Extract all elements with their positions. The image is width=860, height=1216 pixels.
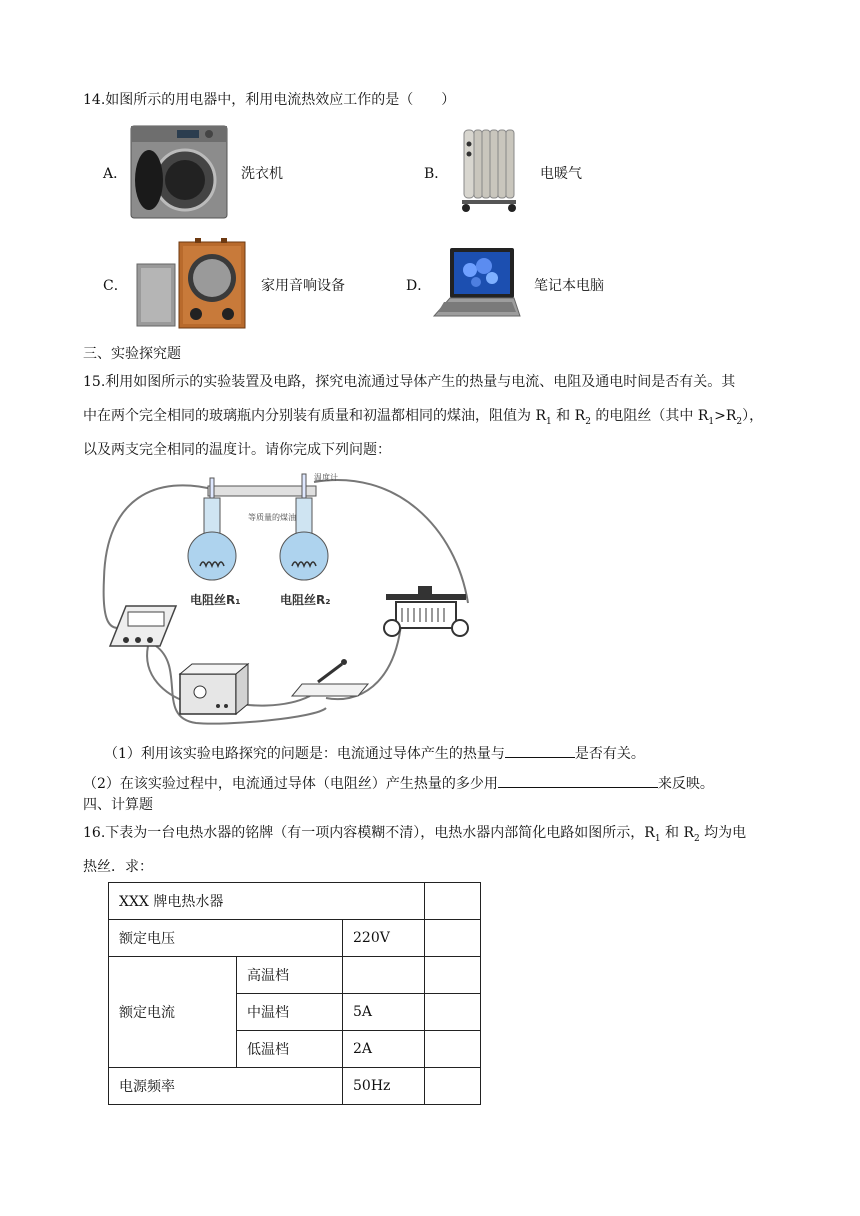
washing-machine-icon: [127, 124, 231, 220]
option-b-label: 电暖气: [540, 166, 582, 182]
rated-voltage-value: 220V: [343, 920, 425, 957]
section-4-heading: 四、计算题: [83, 797, 153, 813]
table-cell-empty: [425, 920, 481, 957]
section-3-heading: 三、实验探究题: [83, 346, 181, 362]
q15-line2: 中在两个完全相同的玻璃瓶内分别装有质量和初温都相同的煤油，阻值为 $R_1$ 和 $R_2$ 的电阻丝（其中 $R_1>R_2$），: [83, 408, 764, 427]
option-b-letter: B．: [424, 166, 449, 182]
level-high-value: [343, 957, 425, 994]
option-c-letter: C．: [103, 278, 128, 294]
q15-line3: 以及两支完全相同的温度计。请你完成下列问题：: [83, 442, 391, 458]
level-high: 高温档: [237, 957, 343, 994]
r1-label: 电阻丝R₁: [190, 593, 241, 607]
option-d-label: 笔记本电脑: [534, 278, 604, 294]
option-a-letter: A．: [103, 166, 128, 182]
q15-part1: （1）利用该实验电路探究的问题是：电流通过导体产生的热量与 是否有关。: [104, 743, 645, 764]
q16-line2: 热丝．求：: [83, 859, 153, 875]
answer-blank-1[interactable]: [505, 743, 575, 758]
r2-label: 电阻丝R₂: [280, 593, 331, 607]
kerosene-label: 等质量的煤油: [248, 513, 296, 522]
table-cell-empty: [425, 883, 481, 920]
table-cell-empty: [425, 957, 481, 994]
nameplate-title: XXX 牌电热水器: [109, 883, 425, 920]
level-medium: 中温档: [237, 994, 343, 1031]
rated-current-label: 额定电流: [109, 957, 237, 1068]
option-c-label: 家用音响设备: [261, 278, 345, 294]
nameplate-table: [108, 882, 481, 1105]
laptop-icon: [430, 246, 522, 322]
q15-line1: 15.利用如图所示的实验装置及电路，探究电流通过导体产生的热量与电流、电阻及通电时间是否有关。其: [83, 374, 736, 390]
ammeter-icon: [110, 606, 176, 646]
q15-part2: （2）在该实验过程中，电流通过导体（电阻丝）产生热量的多少用 来反映。: [83, 773, 714, 794]
switch-icon: [292, 659, 368, 696]
table-cell-empty: [425, 1068, 481, 1105]
q14-stem: 14.如图所示的用电器中，利用电流热效应工作的是（ ）: [83, 92, 456, 108]
thermometer-label: 温度计: [314, 473, 338, 482]
level-low-value: 2A: [343, 1031, 425, 1068]
option-d-letter: D．: [406, 278, 432, 294]
level-low: 低温档: [237, 1031, 343, 1068]
power-supply-icon: [180, 664, 248, 714]
experiment-circuit-diagram: [96, 468, 496, 730]
frequency-value: 50Hz: [343, 1068, 425, 1105]
option-a-label: 洗衣机: [241, 166, 283, 182]
q16-line1: 16.下表为一台电热水器的铭牌（有一项内容模糊不清），电热水器内部简化电路如图所示，$R_1$ 和 $R_2$ 均为电: [83, 825, 747, 844]
frequency-label: 电源频率: [109, 1068, 343, 1105]
speaker-icon: [135, 238, 249, 330]
table-cell-empty: [425, 1031, 481, 1068]
rated-voltage-label: 额定电压: [109, 920, 343, 957]
table-cell-empty: [425, 994, 481, 1031]
answer-blank-2[interactable]: [498, 773, 658, 788]
rheostat-icon: [384, 586, 468, 636]
oil-heater-icon: [458, 126, 524, 214]
level-medium-value: 5A: [343, 994, 425, 1031]
